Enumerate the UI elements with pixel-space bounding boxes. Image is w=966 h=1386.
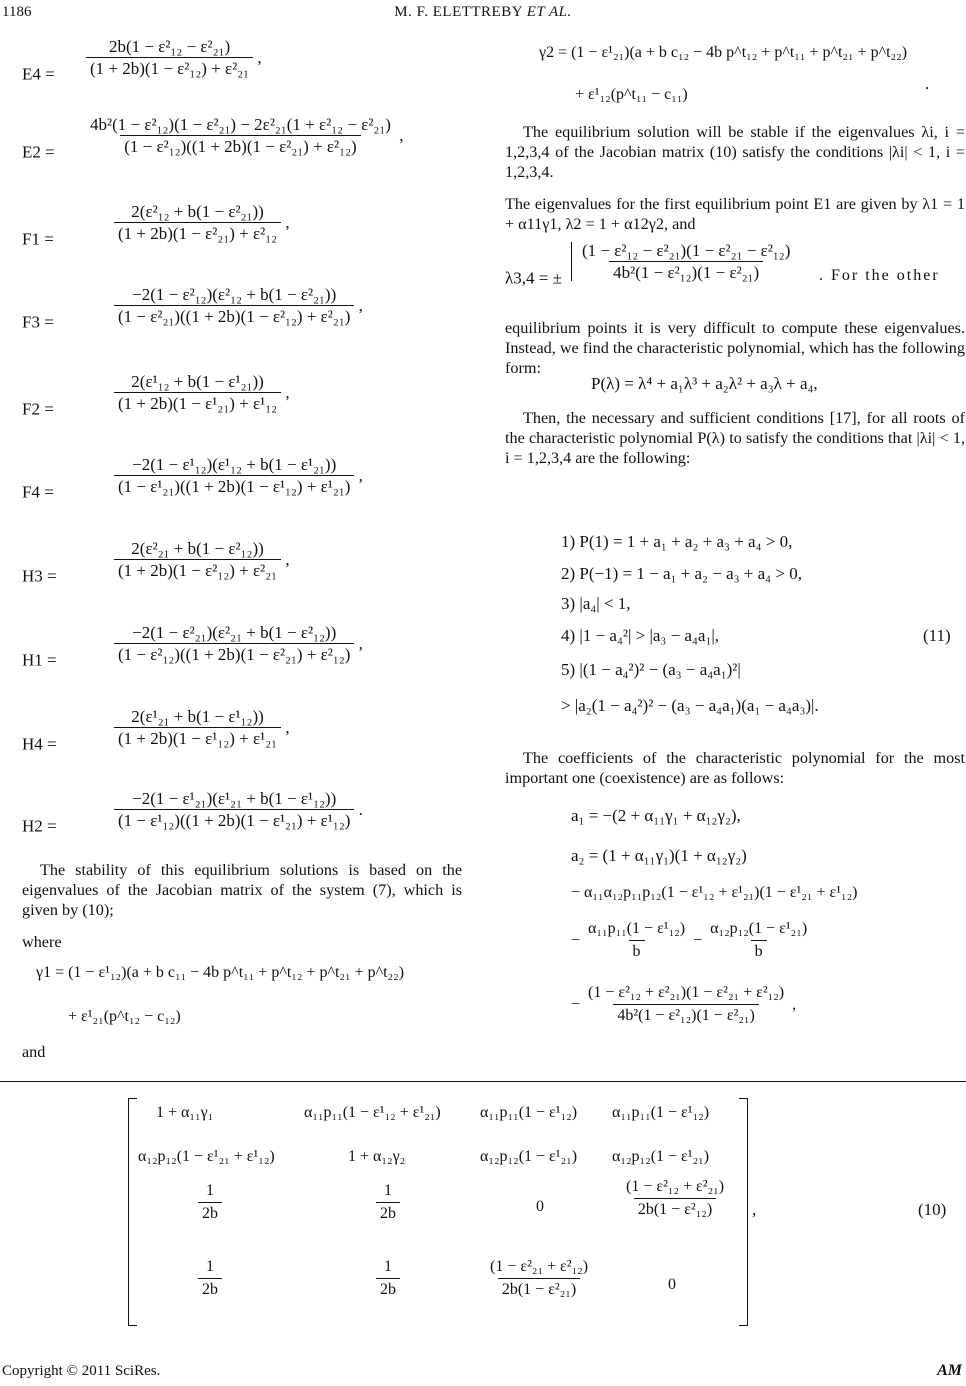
stable-paragraph [505, 122, 965, 182]
equation-number-11: (11) [923, 626, 951, 645]
fraction [584, 984, 788, 1025]
equation-F3 [22, 286, 462, 358]
matrix-cell-r4c4: 0 [668, 1276, 676, 1293]
gamma2-line2: + ε¹₁₂(p^t₁₁ − c₁₁) [575, 86, 688, 103]
denominator: 2b [376, 1278, 400, 1299]
coefficients-text: The coefficients of the characteristic polynomial for the most important one (coexistence) are as follows: [505, 749, 965, 787]
equation-H2 [22, 790, 462, 862]
equation-lhs: H2 = [22, 816, 57, 836]
matrix-cell-r2c3: α₁₂p₁₂(1 − ε¹₂₁) [480, 1148, 578, 1165]
fraction [114, 540, 281, 579]
conditions-text: Then, the necessary and sufficient conditions [17], for all roots of the characteristic polynomial P(λ) to satisfy the conditions that |λi| < 1, i = 1,2,3,4 are the following: [505, 409, 965, 467]
equation-punct: , [358, 466, 363, 485]
a2-last-term: − $\frac{\text{(1 − ε²₁₂ + ε²₂₁)(1 − ε²₂₁ + ε²₁₂)}}{\text{4b²(1 − ε²₁₂)(1 − ε²₂₁)}}$ , [571, 984, 797, 1024]
equation-E2 [22, 116, 462, 188]
denominator: 2b [198, 1278, 222, 1299]
equation-punct: , [285, 383, 290, 402]
denominator: 2b(1 − ε²₂₁) [498, 1278, 580, 1299]
coefficients-paragraph [505, 748, 965, 788]
matrix-cell-r1c2: α₁₁p₁₁(1 − ε¹₁₂ + ε¹₂₁) [304, 1104, 441, 1121]
fraction [114, 203, 281, 242]
a1-equation: a₁ = −(2 + α₁₁γ₁ + α₁₂γ₂), [571, 806, 741, 825]
denominator: 2b [198, 1202, 222, 1223]
conditions-paragraph [505, 408, 965, 468]
matrix-cell-r1c4: α₁₁p₁₁(1 − ε¹₁₂) [612, 1104, 710, 1121]
equation-punct: , [285, 550, 290, 569]
matrix-right-bracket [739, 1098, 748, 1326]
fraction [706, 920, 811, 961]
equation-punct: , [358, 296, 363, 315]
fraction [114, 790, 354, 829]
matrix-cell-r3c1 [198, 1182, 222, 1223]
matrix-trailing-comma: , [752, 1200, 757, 1219]
condition-5b: > |a₂(1 − a₄²)² − (a₃ − a₄a₁)(a₁ − a₄a₃)|. [561, 696, 819, 715]
denominator: (1 + 2b)(1 − ε¹₁₂) + ε¹₂₁ [114, 727, 281, 747]
fraction [86, 38, 253, 77]
fraction [114, 286, 354, 325]
equation-F1 [22, 203, 462, 275]
numerator: 1 [206, 1182, 214, 1199]
a2-fraction-terms [571, 920, 811, 961]
numerator: 2b(1 − ε²₁₂ − ε²₂₁) [108, 37, 231, 56]
characteristic-polynomial: P(λ) = λ⁴ + a₁λ³ + a₂λ² + a₃λ + a₄, [591, 374, 818, 393]
numerator: 2(ε²₁₂ + b(1 − ε²₂₁)) [131, 202, 264, 221]
condition-3: 3) |a₄| < 1, [561, 594, 631, 613]
numerator: (1 − ε²₁₂ − ε²₂₁)(1 − ε²₂₁ − ε²₁₂) [582, 241, 791, 260]
equation-punct: , [358, 634, 363, 653]
jacobian-matrix [128, 1098, 748, 1324]
matrix-cell-r4c1 [198, 1258, 222, 1299]
minus-sign: − [693, 931, 703, 949]
equation-H1 [22, 624, 462, 696]
numerator: α₁₂p₁₂(1 − ε¹₂₁) [710, 920, 808, 937]
stability-text: The stability of this equilibrium solutions is based on the eigenvalues of the Jacobian matrix of the system (7), which is given by (10); [22, 861, 462, 919]
numerator: (1 − ε²₂₁ + ε²₁₂) [490, 1258, 589, 1275]
gamma2-line1: γ2 = (1 − ε¹₂₁)(a + b c₁₂ − 4b p^t₁₂ + p^t₁₁ + p^t₂₁ + p^t₂₂) [539, 44, 908, 61]
matrix-cell-r1c1: 1 + α₁₁γ₁ [156, 1104, 214, 1121]
denominator: (1 − ε²₂₁)((1 + 2b)(1 − ε²₁₂) + ε²₂₁) [114, 305, 354, 325]
fraction [578, 242, 794, 281]
equation-F2 [22, 373, 462, 445]
numerator: (1 − ε²₁₂ + ε²₂₁)(1 − ε²₂₁ + ε²₁₂) [588, 984, 785, 1001]
other-points-inline: . For the other [819, 267, 940, 284]
footer-copyright: Copyright © 2011 SciRes. [2, 1363, 161, 1379]
equation-punct: , [257, 48, 262, 67]
running-head-authors: M. F. ELETTREBY [394, 4, 523, 20]
denominator: (1 − ε¹₂₁)((1 + 2b)(1 − ε¹₁₂) + ε¹₂₁) [114, 475, 354, 495]
equation-lhs: F1 = [22, 229, 54, 249]
numerator: −2(1 − ε¹₂₁)(ε¹₂₁ + b(1 − ε¹₁₂)) [132, 789, 337, 808]
lambda34-equation [505, 242, 965, 314]
denominator: 2b(1 − ε²₁₂) [634, 1198, 716, 1219]
numerator: (1 − ε²₁₂ + ε²₂₁) [626, 1178, 725, 1195]
fraction [114, 456, 354, 495]
denominator: (1 − ε¹₁₂)((1 + 2b)(1 − ε¹₂₁) + ε¹₁₂) [114, 809, 354, 829]
condition-4: 4) |1 − a₄²| > |a₃ − a₄a₁|, [561, 626, 720, 645]
fraction [86, 116, 395, 155]
denominator: 4b²(1 − ε²₁₂)(1 − ε²₂₁) [609, 261, 763, 281]
equation-lhs: H1 = [22, 650, 57, 670]
stability-paragraph [22, 860, 462, 920]
denominator: 2b [376, 1202, 400, 1223]
condition-2: 2) P(−1) = 1 − a₁ + a₂ − a₃ + a₄ > 0, [561, 564, 802, 583]
a2-line2: − α₁₁α₁₂p₁₁p₁₂(1 − ε¹₁₂ + ε¹₂₁)(1 − ε¹₂₁ + ε¹₁₂) [571, 884, 858, 901]
running-head-et-al: ET AL. [526, 4, 572, 20]
equation-lhs: H3 = [22, 566, 57, 586]
matrix-cell-r2c4: α₁₂p₁₂(1 − ε¹₂₁) [612, 1148, 710, 1165]
equation-lhs: E2 = [22, 142, 55, 162]
equation-H4 [22, 708, 462, 780]
a2-line1: a₂ = (1 + α₁₁γ₁)(1 + α₁₂γ₂) [571, 846, 747, 865]
fraction [114, 708, 281, 747]
matrix-cell-r3c4 [622, 1178, 728, 1219]
matrix-cell-r3c2 [376, 1182, 400, 1223]
denominator: (1 + 2b)(1 − ε¹₂₁) + ε¹₁₂ [114, 392, 281, 412]
condition-1: 1) P(1) = 1 + a₁ + a₂ + a₃ + a₄ > 0, [561, 532, 793, 551]
numerator: 2(ε¹₁₂ + b(1 − ε¹₂₁)) [131, 372, 264, 391]
equation-punct: , [399, 126, 404, 145]
matrix-cell-r2c2: 1 + α₁₂γ₂ [348, 1148, 406, 1165]
equation-punct: , [285, 213, 290, 232]
denominator: 4b²(1 − ε²₁₂)(1 − ε²₂₁) [613, 1004, 759, 1025]
denominator: (1 − ε²₁₂)((1 + 2b)(1 − ε²₂₁) + ε²₁₂) [114, 643, 354, 663]
numerator: −2(1 − ε¹₁₂)(ε¹₁₂ + b(1 − ε¹₂₁)) [132, 455, 337, 474]
and-label: and [22, 1043, 46, 1061]
running-head [0, 4, 966, 21]
fraction [114, 624, 354, 663]
stable-text: The equilibrium solution will be stable if the eigenvalues λi, i = 1,2,3,4 of the Jacobian matrix (10) satisfy the conditions |λi| < 1, i = 1,2,3,4. [505, 123, 965, 181]
equation-punct: , [285, 718, 290, 737]
equation-lhs: E4 = [22, 64, 55, 84]
numerator: 2(ε¹₂₁ + b(1 − ε¹₁₂)) [131, 707, 264, 726]
matrix-cell-r4c3 [486, 1258, 592, 1299]
equation-lhs: F4 = [22, 482, 54, 502]
numerator: α₁₁p₁₁(1 − ε¹₁₂) [588, 920, 686, 937]
where-label: where [22, 933, 62, 951]
fraction [114, 373, 281, 412]
denominator: (1 + 2b)(1 − ε²₂₁) + ε²₁₂ [114, 222, 281, 242]
equation-punct: . [358, 800, 363, 819]
numerator: 1 [384, 1258, 392, 1275]
denominator: b [629, 940, 645, 961]
matrix-cell-r2c1: α₁₂p₁₂(1 − ε¹₂₁ + ε¹₁₂) [138, 1148, 275, 1165]
matrix-left-bracket [128, 1098, 137, 1326]
numerator: 1 [206, 1258, 214, 1275]
denominator: (1 − ε²₁₂)((1 + 2b)(1 − ε²₂₁) + ε²₁₂) [120, 135, 360, 155]
equation-lhs: F3 = [22, 312, 54, 332]
condition-5a: 5) |(1 − a₄²)² − (a₃ − a₄a₁)²| [561, 660, 741, 679]
denominator: (1 + 2b)(1 − ε²₁₂) + ε²₂₁ [86, 57, 253, 77]
denominator: b [751, 940, 767, 961]
gamma2-tail: . [925, 74, 930, 93]
eigen-text: The eigenvalues for the first equilibrium point E1 are given by λ1 = 1 + α11γ1, λ2 = 1 + α12γ2, and [505, 195, 965, 233]
page-number: 1186 [2, 4, 32, 20]
lambda34-lhs: λ3,4 = ± [505, 268, 562, 288]
minus-sign: − [571, 931, 581, 949]
numerator: 2(ε²₂₁ + b(1 − ε²₁₂)) [131, 539, 264, 558]
denominator: (1 + 2b)(1 − ε²₁₂) + ε²₂₁ [114, 559, 281, 579]
numerator: −2(1 − ε²₂₁)(ε²₂₁ + b(1 − ε²₁₂)) [132, 623, 337, 642]
matrix-separator [0, 1081, 966, 1082]
equation-H3 [22, 540, 462, 612]
minus-sign: − [571, 995, 581, 1013]
matrix-cell-r4c2 [376, 1258, 400, 1299]
fraction [584, 920, 689, 961]
equation-lhs: H4 = [22, 734, 57, 754]
equation-E4 [22, 38, 462, 110]
footer-journal: AM [937, 1362, 962, 1379]
equation-lhs: F2 = [22, 399, 54, 419]
equation-number-10: (10) [918, 1200, 947, 1219]
numerator: 1 [384, 1182, 392, 1199]
numerator: 4b²(1 − ε²₁₂)(1 − ε²₂₁) − 2ε²₂₁(1 + ε²₁₂ − ε²₂₁) [90, 115, 391, 134]
eigen-paragraph [505, 194, 965, 234]
numerator: −2(1 − ε²₁₂)(ε²₁₂ + b(1 − ε²₂₁)) [132, 285, 337, 304]
other-points-paragraph: equilibrium points it is very difficult to compute these eigenvalues. Instead, we find the characteristic polynomial, which has the following form: [505, 319, 965, 377]
matrix-cell-r3c3: 0 [536, 1198, 544, 1215]
gamma1-line2: + ε¹₂₁(p^t₁₂ − c₁₂) [68, 1008, 181, 1025]
gamma1-line1: γ1 = (1 − ε¹₁₂)(a + b c₁₁ − 4b p^t₁₁ + p^t₁₂ + p^t₂₁ + p^t₂₂) [36, 964, 405, 981]
matrix-cell-r1c3: α₁₁p₁₁(1 − ε¹₁₂) [480, 1104, 578, 1121]
equation-F4 [22, 456, 462, 528]
